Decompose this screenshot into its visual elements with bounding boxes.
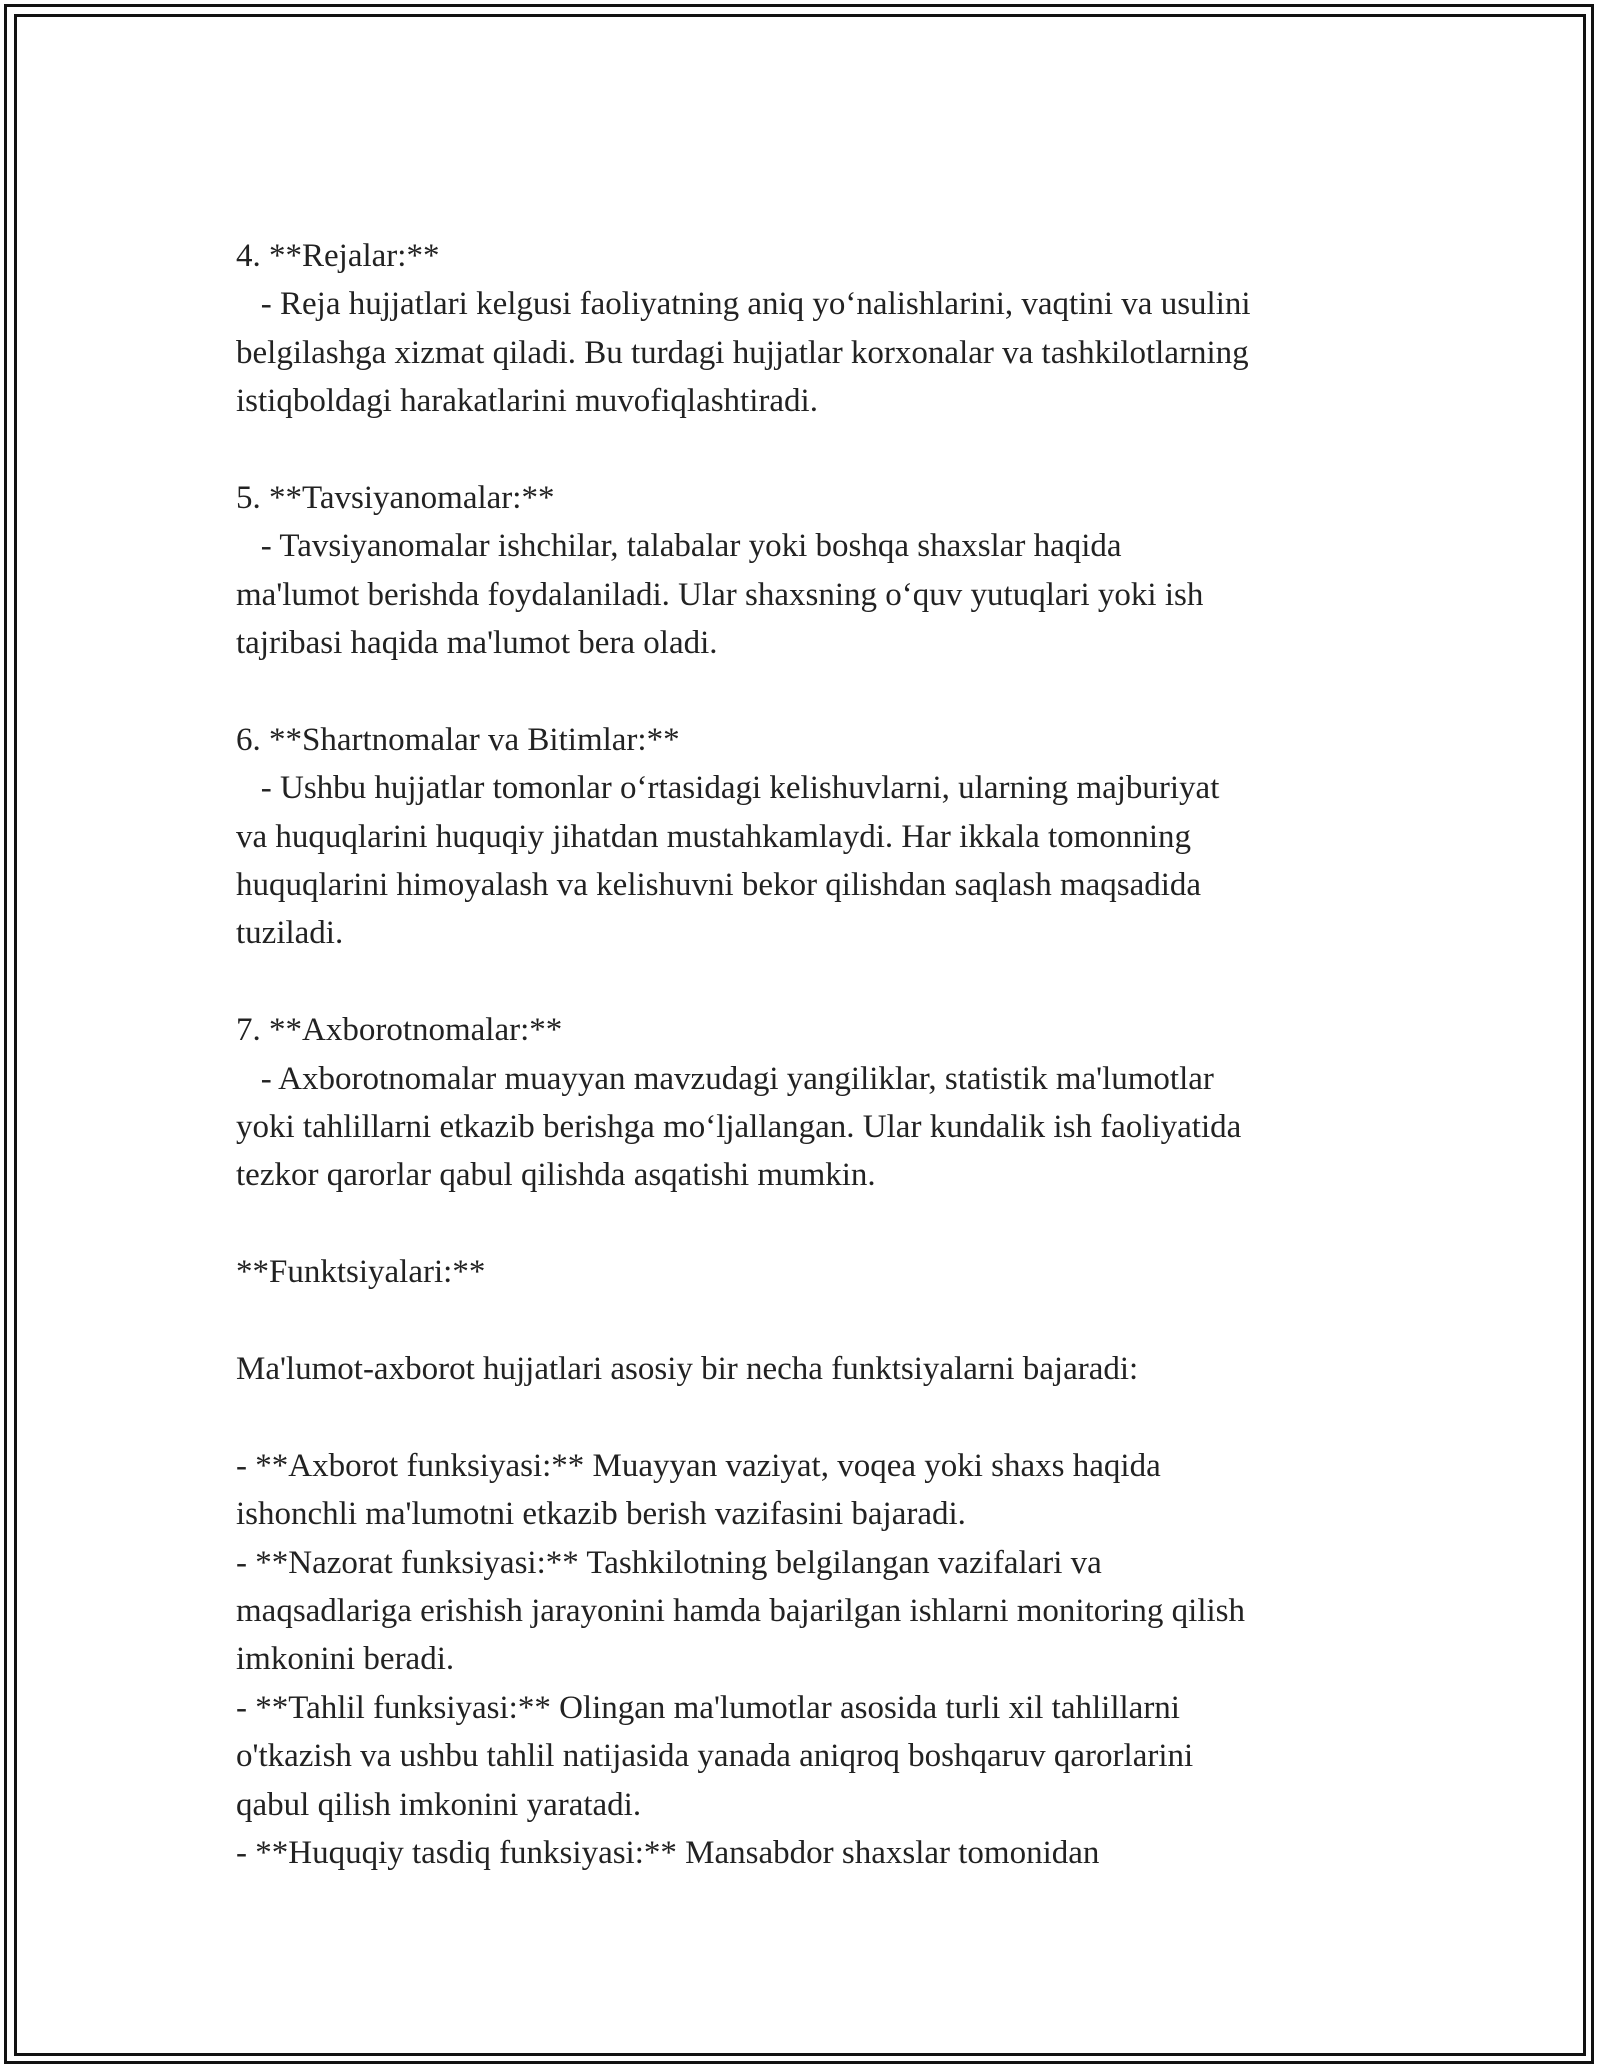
list-item-line: o'tkazish va ushbu tahlil natijasida yanada aniqroq boshqaruv qarorlarini <box>236 1738 1194 1775</box>
paragraph-line: yoki tahlillarni etkazib berishga mo‘ljallangan. Ular kundalik ish faoliyatida <box>236 1109 1242 1146</box>
list-item-line: - **Nazorat funksiyasi:** Tashkilotning belgilangan vazifalari va <box>236 1544 1102 1581</box>
blank-line <box>236 1297 1376 1345</box>
paragraph-line: - Ushbu hujjatlar tomonlar o‘rtasidagi kelishuvlarni, ularning majburiyat <box>236 770 1220 807</box>
function-item-tahlil <box>236 1684 1376 1829</box>
blank-line <box>236 958 1376 1006</box>
functions-list <box>236 1442 1376 1878</box>
blank-line <box>236 668 1376 716</box>
section-axborotnomalar <box>236 1006 1376 1200</box>
section-tavsiyanomalar <box>236 474 1376 668</box>
paragraph-line: tajribasi haqida ma'lumot bera oladi. <box>236 625 718 662</box>
list-item-line: - **Tahlil funksiyasi:** Olingan ma'lumotlar asosida turli xil tahlillarni <box>236 1689 1180 1726</box>
list-item-line: qabul qilish imkonini yaratadi. <box>236 1786 642 1823</box>
paragraph-line: huquqlarini himoyalash va kelishuvni bekor qilishdan saqlash maqsadida <box>236 867 1202 904</box>
list-item-line: - **Huquqiy tasdiq funksiyasi:** Mansabdor shaxslar tomonidan <box>236 1834 1100 1871</box>
paragraph-line: istiqboldagi harakatlarini muvofiqlashtiradi. <box>236 383 818 420</box>
function-item-axborot <box>236 1442 1376 1539</box>
paragraph-line: tezkor qarorlar qabul qilishda asqatishi mumkin. <box>236 1157 876 1194</box>
paragraph-line: - Reja hujjatlari kelgusi faoliyatning aniq yo‘nalishlarini, vaqtini va usulini <box>236 286 1251 323</box>
paragraph-line: - Tavsiyanomalar ishchilar, talabalar yoki boshqa shaxslar haqida <box>236 528 1122 565</box>
section-rejalar <box>236 232 1376 426</box>
paragraph-line: va huquqlarini huquqiy jihatdan mustahkamlaydi. Har ikkala tomonning <box>236 818 1191 855</box>
function-item-huquqiy-tasdiq <box>236 1829 1376 1877</box>
section-heading: 7. **Axborotnomalar:** <box>236 1012 563 1049</box>
list-item-line: imkonini beradi. <box>236 1641 455 1678</box>
blank-line <box>236 426 1376 474</box>
list-item-line: maqsadlariga erishish jarayonini hamda bajarilgan ishlarni monitoring qilish <box>236 1592 1246 1629</box>
functions-intro: Ma'lumot-axborot hujjatlari asosiy bir necha funktsiyalarni bajaradi: <box>236 1350 1139 1387</box>
document-body <box>236 232 1376 1877</box>
blank-line <box>236 1393 1376 1441</box>
blank-line <box>236 1200 1376 1248</box>
paragraph-line: - Axborotnomalar muayyan mavzudagi yangiliklar, statistik ma'lumotlar <box>236 1060 1214 1097</box>
section-heading: 4. **Rejalar:** <box>236 238 440 274</box>
list-item-line: - **Axborot funksiyasi:** Muayyan vaziyat, voqea yoki shaxs haqida <box>236 1447 1161 1484</box>
functions-heading: **Funktsiyalari:** <box>236 1254 486 1291</box>
paragraph-line: tuziladi. <box>236 915 344 952</box>
section-heading: 6. **Shartnomalar va Bitimlar:** <box>236 721 680 758</box>
list-item-line: ishonchli ma'lumotni etkazib berish vazifasini bajaradi. <box>236 1496 966 1533</box>
function-item-nazorat <box>236 1539 1376 1684</box>
paragraph-line: belgilashga xizmat qiladi. Bu turdagi hujjatlar korxonalar va tashkilotlarning <box>236 334 1249 371</box>
section-shartnomalar <box>236 716 1376 958</box>
section-heading: 5. **Tavsiyanomalar:** <box>236 479 555 516</box>
paragraph-line: ma'lumot berishda foydalaniladi. Ular shaxsning o‘quv yutuqlari yoki ish <box>236 576 1204 613</box>
